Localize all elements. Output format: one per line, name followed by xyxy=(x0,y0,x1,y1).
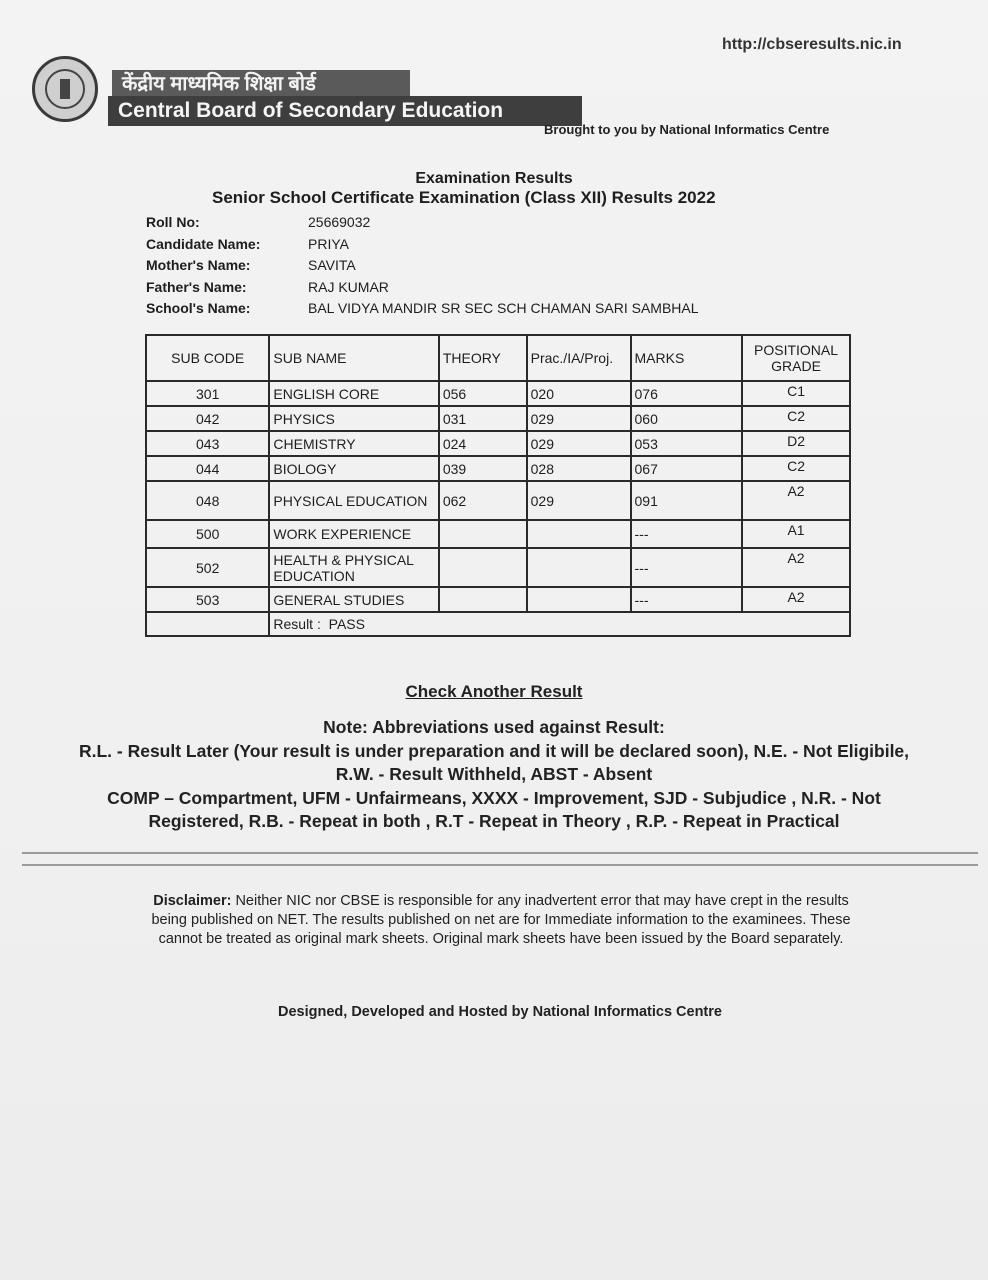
sub-name: BIOLOGY xyxy=(269,456,438,481)
results-table xyxy=(145,334,851,637)
note-line: R.L. - Result Later (Your result is under preparation and it will be declared soon), N.E. - Not Eligibile, xyxy=(78,740,910,761)
theory-marks: 062 xyxy=(439,481,527,520)
info-row-mother xyxy=(146,257,699,279)
candidate-info xyxy=(146,214,699,322)
grade: A2 xyxy=(742,587,850,612)
theory-marks: 031 xyxy=(439,406,527,431)
total-marks: --- xyxy=(631,587,743,612)
disclaimer xyxy=(146,892,856,949)
info-label: Father's Name: xyxy=(146,278,247,295)
brought-by-text: Brought to you by National Informatics Centre xyxy=(544,122,830,137)
sub-name: PHYSICAL EDUCATION xyxy=(269,481,438,520)
abbreviation-note xyxy=(20,716,968,834)
exam-title: Examination Results xyxy=(415,170,573,187)
grade: C1 xyxy=(742,381,850,406)
prac-marks: 028 xyxy=(527,456,631,481)
total-marks: 076 xyxy=(631,381,743,406)
result-row xyxy=(146,612,850,636)
grade: A2 xyxy=(742,481,850,520)
sub-code: 503 xyxy=(146,587,269,612)
total-marks: 060 xyxy=(631,406,743,431)
sub-code: 044 xyxy=(146,456,269,481)
info-label: School's Name: xyxy=(146,300,251,316)
prac-marks xyxy=(527,587,631,612)
theory-marks xyxy=(439,520,527,548)
sub-code: 043 xyxy=(146,431,269,456)
sub-name: WORK EXPERIENCE xyxy=(269,520,438,548)
table-row xyxy=(146,456,850,481)
disclaimer-text: Neither NIC nor CBSE is responsible for any inadvertent error that may have crept in the results being published on NET. The results published on net are for Immediate information to the examinees. These cannot be treated as original mark sheets. Original mark sheets have been issued by the Board separately. xyxy=(151,893,851,947)
grade: D2 xyxy=(742,431,850,456)
prac-marks xyxy=(527,548,631,587)
theory-marks xyxy=(439,548,527,587)
info-row-school xyxy=(146,300,699,322)
table-row xyxy=(146,520,850,548)
sub-code: 048 xyxy=(146,481,269,520)
info-value: BAL VIDYA MANDIR SR SEC SCH CHAMAN SARI SAMBHAL xyxy=(308,300,699,316)
table-row xyxy=(146,481,850,520)
table-row xyxy=(146,431,850,456)
prac-marks xyxy=(527,520,631,548)
info-value: 25669032 xyxy=(308,214,371,230)
theory-marks: 056 xyxy=(439,381,527,406)
info-value: RAJ KUMAR xyxy=(308,278,389,295)
note-line: COMP – Compartment, UFM - Unfairmeans, XXXX - Improvement, SJD - Subjudice , N.R. - Not xyxy=(107,787,881,808)
prac-marks: 029 xyxy=(527,406,631,431)
result-value: PASS xyxy=(328,616,365,632)
check-another-result-link[interactable]: Check Another Result xyxy=(405,682,583,701)
exam-subtitle: Senior School Certificate Examination (Class XII) Results 2022 xyxy=(212,188,716,207)
grade: A1 xyxy=(742,520,850,548)
table-row xyxy=(146,587,850,612)
info-row-father xyxy=(146,279,699,301)
grade: A2 xyxy=(742,548,850,587)
header-grade: POSITIONAL GRADE xyxy=(742,335,850,381)
table-row xyxy=(146,406,850,431)
result-label: Result : xyxy=(273,616,321,632)
info-value: PRIYA xyxy=(308,235,349,252)
header-sub-code: SUB CODE xyxy=(146,335,269,381)
sub-code: 042 xyxy=(146,406,269,431)
total-marks: --- xyxy=(631,548,743,587)
prac-marks: 020 xyxy=(527,381,631,406)
header-prac: Prac./IA/Proj. xyxy=(527,335,631,381)
prac-marks: 029 xyxy=(527,431,631,456)
total-marks: 067 xyxy=(631,456,743,481)
info-row-candidate xyxy=(146,236,699,258)
disclaimer-label: Disclaimer: xyxy=(153,893,232,909)
theory-marks xyxy=(439,587,527,612)
result-cell xyxy=(269,612,850,636)
info-label: Mother's Name: xyxy=(146,257,251,273)
site-url: http://cbseresults.nic.in xyxy=(722,36,902,53)
note-line: R.W. - Result Withheld, ABST - Absent xyxy=(335,764,653,784)
sub-name: GENERAL STUDIES xyxy=(269,587,438,612)
grade: C2 xyxy=(742,406,850,431)
empty-cell xyxy=(146,612,269,636)
sub-name: CHEMISTRY xyxy=(269,431,438,456)
total-marks: 091 xyxy=(631,481,743,520)
footer-credit: Designed, Developed and Hosted by National Informatics Centre xyxy=(278,1004,722,1020)
header-theory: THEORY xyxy=(439,335,527,381)
info-value: SAVITA xyxy=(308,257,356,273)
sub-code: 502 xyxy=(146,548,269,587)
board-name: Central Board of Secondary Education xyxy=(108,96,582,126)
total-marks: 053 xyxy=(631,431,743,456)
grade: C2 xyxy=(742,456,850,481)
table-row xyxy=(146,548,850,587)
sub-code: 301 xyxy=(146,381,269,406)
total-marks: --- xyxy=(631,520,743,548)
note-line: Registered, R.B. - Repeat in both , R.T - Repeat in Theory , R.P. - Repeat in Practical xyxy=(148,811,840,831)
theory-marks: 039 xyxy=(439,456,527,481)
sub-code: 500 xyxy=(146,520,269,548)
header-marks: MARKS xyxy=(631,335,743,381)
table-header-row xyxy=(146,335,850,381)
sub-name: HEALTH & PHYSICAL EDUCATION xyxy=(269,548,438,587)
cbse-logo-icon xyxy=(32,56,98,122)
divider xyxy=(22,864,978,866)
theory-marks: 024 xyxy=(439,431,527,456)
info-label: Roll No: xyxy=(146,214,200,230)
table-row xyxy=(146,381,850,406)
divider xyxy=(22,852,978,854)
info-row-roll xyxy=(146,214,699,236)
sub-name: PHYSICS xyxy=(269,406,438,431)
header-sub-name: SUB NAME xyxy=(269,335,438,381)
prac-marks: 029 xyxy=(527,481,631,520)
info-label: Candidate Name: xyxy=(146,235,261,252)
board-name-hindi: केंद्रीय माध्यमिक शिक्षा बोर्ड xyxy=(112,70,410,98)
note-title: Note: Abbreviations used against Result: xyxy=(323,717,665,737)
sub-name: ENGLISH CORE xyxy=(269,381,438,406)
